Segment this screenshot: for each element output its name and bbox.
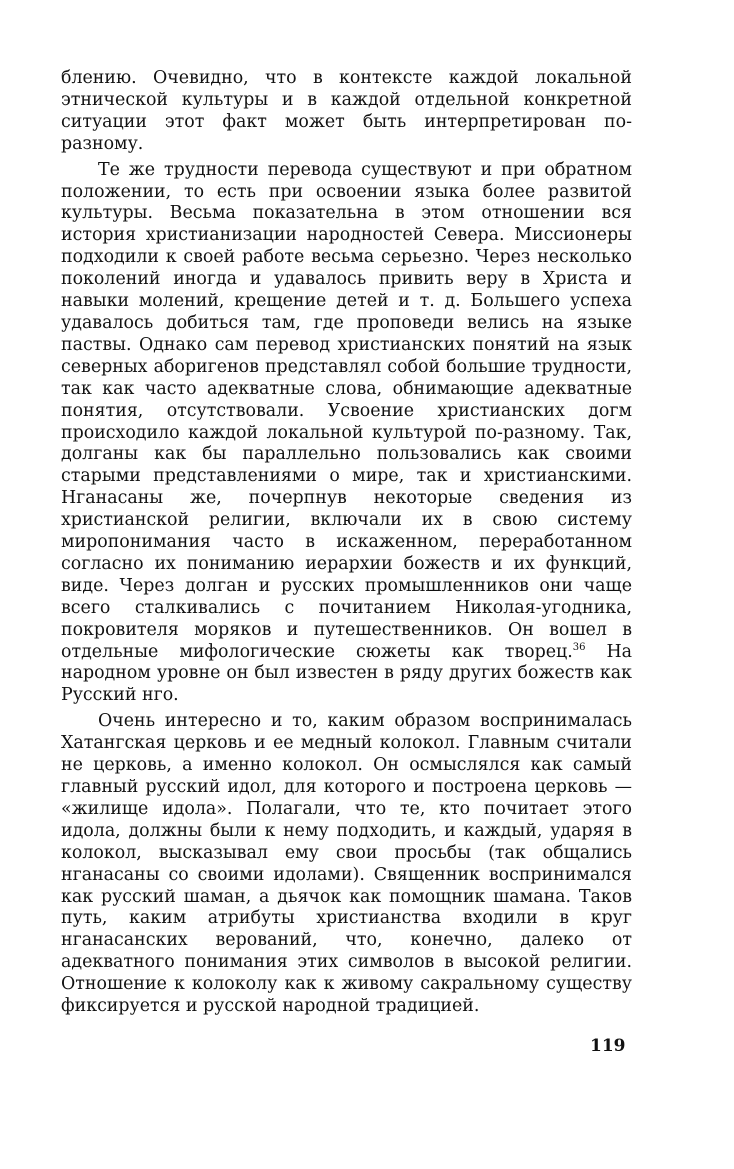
paragraph-3 [61,711,632,1018]
paragraph-2-text-continued: На народном уровне он был известен в ряду других божеств как Русский нго. [61,641,633,706]
paragraph-2-text: Те же трудности перевода существуют и при обратном положении, то есть при освоении языка более развитой культуры. Весьма показательна в этом отношении вся история христианизации народностей Севера. Миссионеры подходили к своей работе весьма серьезно. Через несколько поколений иногда и удавалось привить веру в Христа и навыки молений, крещение детей и т. д. Большего успеха удавалось добиться там, где проповеди велись на языке паствы. Однако сам перевод христианских понятий на язык северных аборигенов представлял собой большие трудности, так как часто адекватные слова, обнимающие адекватные понятия, отсутствовали. Усвоение христианских догм происходило каждой локальной культурой по-разному. Так, долганы как бы параллельно пользовались как своими старыми представлениями о мире, так и христианскими. Нганасаны же, почерпнув некоторые сведения из христианской религии, включали их в свою систему миропонимания часто в искаженном, переработанном согласно их пониманию иерархии божеств и их функций, виде. Через долган и русских промышленников они чаще всего сталкивались с почитанием Николая-угодника, покровителя моряков и путешественников. Он вошел в отдельные мифологические сюжеты как творец. [61,159,632,662]
paragraph-1-text: блению. Очевидно, что в контексте каждой локальной этнической культуры и в каждой отдельной конкретной ситуации этот факт может быть интерпретирован по-разному. [61,68,632,154]
footnote-marker: 36 [572,641,586,653]
paragraph-1 [61,68,632,156]
page-number: 119 [590,1036,626,1056]
paragraph-2 [61,160,632,708]
page-text-block [61,68,632,1018]
paragraph-3-text: Очень интересно и то, каким образом воспринималась Хатангская церковь и ее медный колокол. Главным считали не церковь, а именно колокол. Он осмыслялся как самый главный русский идол, для которого и построена церковь — «жилище идола». Полагали, что те, кто почитает этого идола, должны были к нему подходить, и каждый, ударяя в колокол, высказывал ему свои просьбы (так общались нганасаны со своими идолами). Священник воспринимался как русский шаман, а дьячок как помощник шамана. Таков путь, каким атрибуты христианства входили в круг нганасанских верований, что, конечно, далеко от адекватного понимания этих символов в высокой религии. Отношение к колоколу как к живому сакральному существу фиксируется и русской народной традицией. [61,711,632,1017]
